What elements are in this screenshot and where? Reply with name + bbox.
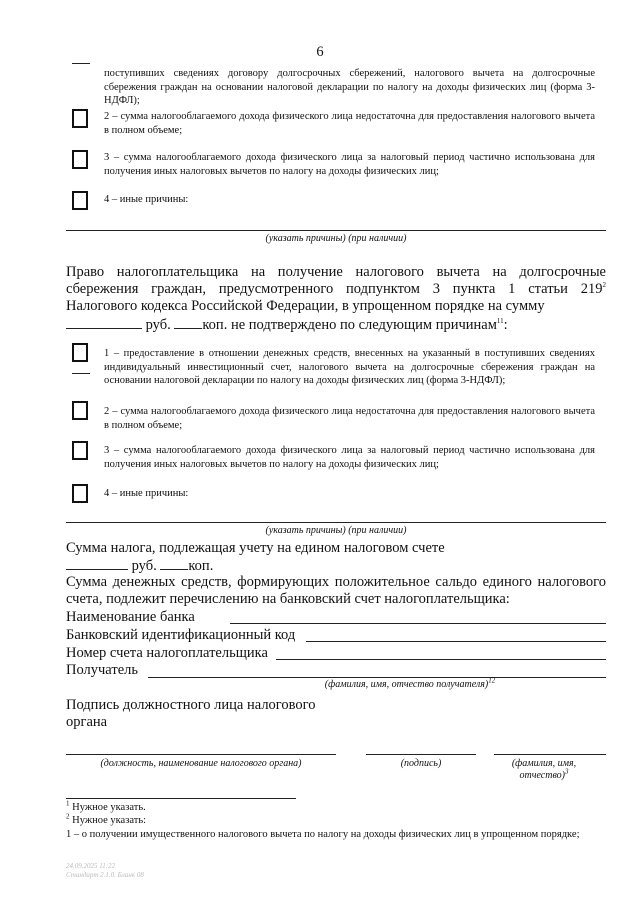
official-name-field[interactable] bbox=[494, 754, 606, 755]
recipient-caption-text: (фамилия, имя, отчество получателя) bbox=[324, 679, 489, 690]
position-field[interactable] bbox=[66, 754, 336, 755]
section1-option-4: 4 – иные причины: bbox=[104, 194, 189, 205]
print-stamp-line-2: Стандарт 2.1.0. Бланк 08 bbox=[66, 871, 144, 879]
footnote-1 bbox=[66, 801, 146, 815]
recipient-field[interactable] bbox=[148, 677, 606, 678]
section2-reasons-caption: (указать причины) (при наличии) bbox=[265, 525, 407, 536]
amount-line bbox=[66, 316, 626, 334]
position-caption: (должность, наименование налогового органа) bbox=[100, 758, 302, 769]
section2-option-3: 3 – сумма налогооблагаемого дохода физического лица за налоговый период частично использована для получения иных налоговых вычетов по налогу на доходы физических лиц; bbox=[104, 445, 595, 470]
tax-amount-fields bbox=[66, 557, 213, 575]
bank-name-field[interactable] bbox=[230, 623, 606, 624]
amount-kop-label: коп. не подтверждено по следующим причинам bbox=[202, 317, 497, 333]
section1-option-2: 2 – сумма налогооблагаемого дохода физического лица недостаточна для предоставления налогового вычета в полном объеме; bbox=[104, 111, 595, 136]
footnote-1-text: Нужное указать. bbox=[69, 802, 146, 813]
balance-paragraph: Сумма денежных средств, формирующих положительное сальдо единого налогового счета, подлежит перечислению на банковский счет налогоплательщика: bbox=[66, 574, 606, 607]
paragraph-end: : bbox=[503, 317, 508, 333]
amount-rub-field[interactable] bbox=[66, 316, 142, 329]
section1-continuation: поступивших сведениях договору долгосрочных сбережений, налогового вычета на долгосрочные сбережения граждан на основании налоговой декларации по налогу на доходы физических лиц (форма 3-НДФЛ); bbox=[104, 68, 595, 106]
recipient-label: Получатель bbox=[66, 662, 138, 678]
section2-checkbox-4[interactable] bbox=[72, 484, 88, 503]
official-name-caption-text: (фамилия, имя, отчество) bbox=[511, 758, 577, 781]
footnote-1-mark: 1 bbox=[66, 799, 70, 808]
official-name-caption bbox=[504, 758, 584, 782]
section2-checkbox-2[interactable] bbox=[72, 401, 88, 420]
signature-label: Подпись должностного лица налогового органа bbox=[66, 697, 316, 730]
bic-label: Банковский идентификационный код bbox=[66, 627, 296, 643]
amount-rub-label: руб. bbox=[145, 317, 171, 333]
tax-kop-field[interactable] bbox=[160, 557, 188, 570]
footnote-2-text: Нужное указать: bbox=[69, 815, 147, 826]
footnote-separator bbox=[66, 798, 296, 799]
paragraph-sup-a: 2 bbox=[602, 281, 606, 290]
footnote-2 bbox=[66, 814, 146, 828]
footnote-2-mark: 2 bbox=[66, 812, 70, 821]
page-number: 6 bbox=[316, 44, 324, 60]
section1-checkbox-4[interactable] bbox=[72, 191, 88, 210]
account-field[interactable] bbox=[276, 659, 606, 660]
recipient-caption bbox=[300, 676, 520, 691]
section1-checkbox-3[interactable] bbox=[72, 150, 88, 169]
signature-field[interactable] bbox=[366, 754, 476, 755]
recipient-caption-sup: 12 bbox=[488, 676, 496, 685]
section2-option-1: 1 – предоставление в отношении денежных средств, внесенных на указанный в поступивших сведениях индивидуальный инвестиционный счет, налогового вычета на долгосрочные сбережения граждан на основании налоговой декларации по налогу на доходы физических лиц (форма 3-НДФЛ); bbox=[104, 348, 595, 386]
section1-reasons-line[interactable] bbox=[66, 230, 606, 231]
checkbox-edge bbox=[72, 373, 90, 374]
deduction-paragraph bbox=[66, 264, 606, 315]
section1-checkbox-2[interactable] bbox=[72, 109, 88, 128]
amount-kop-field[interactable] bbox=[174, 316, 202, 329]
section2-option-4: 4 – иные причины: bbox=[104, 488, 189, 499]
section1-option-3: 3 – сумма налогооблагаемого дохода физического лица за налоговый период частично использована для получения иных налоговых вычетов по налогу на доходы физических лиц; bbox=[104, 152, 595, 177]
footnote-2-item-1: 1 – о получении имущественного налогового вычета по налогу на доходы физических лиц в упрощенном порядке; bbox=[66, 829, 580, 840]
tax-amount-line: Сумма налога, подлежащая учету на едином налоговом счете bbox=[66, 540, 445, 556]
checkbox-edge bbox=[72, 63, 90, 64]
section2-option-2: 2 – сумма налогооблагаемого дохода физического лица недостаточна для предоставления налогового вычета в полном объеме; bbox=[104, 406, 595, 431]
tax-kop-label: коп. bbox=[188, 558, 214, 574]
official-name-caption-sup: 3 bbox=[565, 767, 569, 776]
section2-reasons-line[interactable] bbox=[66, 522, 606, 523]
bank-name-label: Наименование банка bbox=[66, 609, 195, 625]
paragraph-sup-b: 11 bbox=[496, 317, 504, 326]
tax-rub-label: руб. bbox=[131, 558, 157, 574]
paragraph-text-a: Право налогоплательщика на получение налогового вычета на долгосрочные сбережения граждан, предусмотренного подпунктом 3 пункта 1 статьи 219 bbox=[66, 264, 606, 297]
section2-checkbox-1[interactable] bbox=[72, 343, 88, 362]
section2-checkbox-3[interactable] bbox=[72, 441, 88, 460]
signature-caption: (подпись) bbox=[400, 758, 442, 769]
print-stamp-line-1: 24.09.2025 11:22 bbox=[66, 862, 116, 870]
print-stamp bbox=[66, 862, 144, 880]
tax-rub-field[interactable] bbox=[66, 557, 128, 570]
section1-reasons-caption: (указать причины) (при наличии) bbox=[265, 233, 407, 244]
bic-field[interactable] bbox=[306, 641, 606, 642]
paragraph-text-b: Налогового кодекса Российской Федерации, в упрощенном порядке на сумму bbox=[66, 298, 545, 314]
account-label: Номер счета налогоплательщика bbox=[66, 645, 268, 661]
